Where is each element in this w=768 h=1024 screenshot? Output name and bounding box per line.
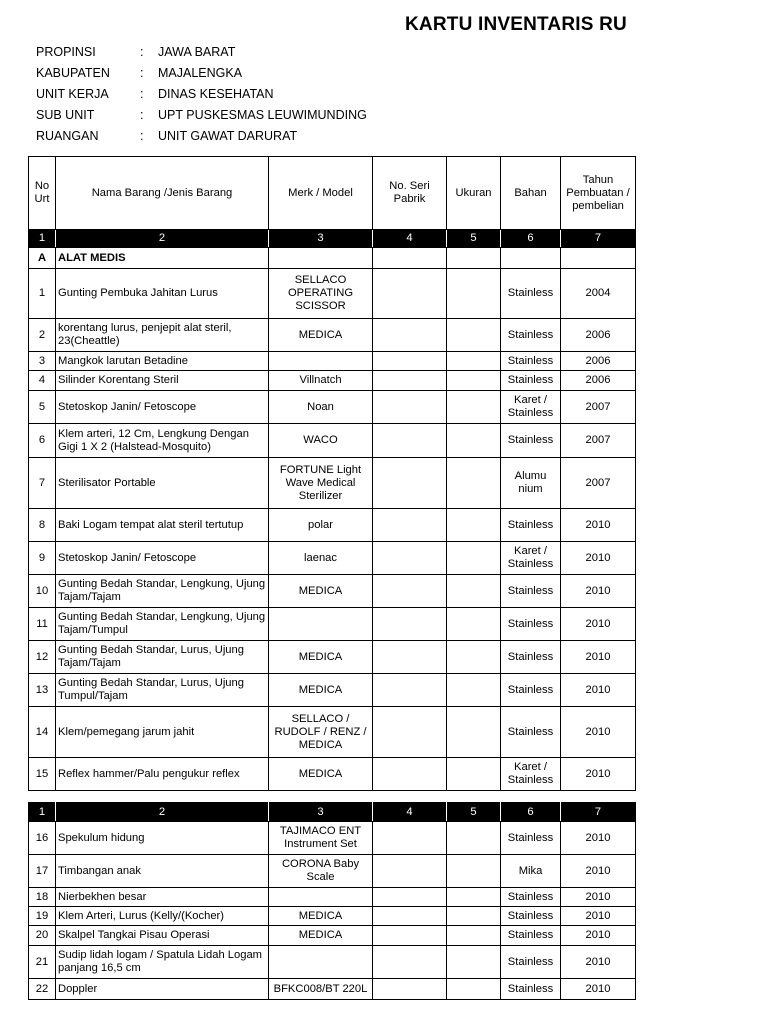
cell-nama: Doppler <box>56 979 269 1000</box>
cell-merk <box>269 352 373 371</box>
cell-tahun: 2010 <box>561 674 636 707</box>
header-seri: No. Seri Pabrik <box>373 157 447 230</box>
cell-nama: Gunting Bedah Standar, Lurus, Ujung Tumpul/Tajam <box>56 674 269 707</box>
table-row <box>29 946 636 979</box>
cell-nama: Gunting Bedah Standar, Lurus, Ujung Tajam/Tajam <box>56 641 269 674</box>
column-number: 7 <box>561 803 636 822</box>
cell-bahan: Stainless <box>501 424 561 458</box>
cell-tahun: 2010 <box>561 855 636 888</box>
cell-nama: Gunting Bedah Standar, Lengkung, Ujung Tajam/Tumpul <box>56 608 269 641</box>
cell-bahan: Mika <box>501 855 561 888</box>
cell-ukuran <box>447 458 501 509</box>
cell-bahan: Stainless <box>501 319 561 352</box>
header-merk: Merk / Model <box>269 157 373 230</box>
cell-seri <box>373 888 447 907</box>
cell-seri <box>373 641 447 674</box>
table-row <box>29 352 636 371</box>
cell-merk: MEDICA <box>269 758 373 791</box>
column-number: 1 <box>29 803 56 822</box>
cell-tahun: 2007 <box>561 458 636 509</box>
cell-merk: MEDICA <box>269 319 373 352</box>
table-row <box>29 674 636 707</box>
column-number: 5 <box>447 230 501 248</box>
column-number: 2 <box>56 803 269 822</box>
cell-merk: Villnatch <box>269 371 373 391</box>
cell-merk: TAJIMACO ENT Instrument Set <box>269 822 373 855</box>
cell-ukuran <box>447 926 501 946</box>
cell-bahan: Stainless <box>501 946 561 979</box>
cell-tahun: 2006 <box>561 352 636 371</box>
header-tahun: Tahun Pembuatan / pembelian <box>561 157 636 230</box>
cell-tahun: 2010 <box>561 542 636 575</box>
meta-value: DINAS KESEHATAN <box>158 87 274 101</box>
cell-seri <box>373 458 447 509</box>
cell-nama: Klem/pemegang jarum jahit <box>56 707 269 758</box>
cell-ukuran <box>447 979 501 1000</box>
cell-tahun: 2010 <box>561 575 636 608</box>
cell-seri <box>373 926 447 946</box>
section-row <box>29 248 636 269</box>
cell-nama: Baki Logam tempat alat steril tertutup <box>56 509 269 542</box>
inventory-table <box>28 156 636 791</box>
cell-merk: MEDICA <box>269 907 373 926</box>
cell-seri <box>373 946 447 979</box>
table-row <box>29 907 636 926</box>
cell-seri <box>373 758 447 791</box>
cell-merk: Noan <box>269 391 373 424</box>
cell-ukuran <box>447 319 501 352</box>
table-row <box>29 608 636 641</box>
cell-tahun: 2010 <box>561 926 636 946</box>
cell-tahun: 2010 <box>561 608 636 641</box>
table-row <box>29 575 636 608</box>
cell-no: 22 <box>29 979 56 1000</box>
cell-no: 6 <box>29 424 56 458</box>
cell-seri <box>373 608 447 641</box>
meta-value: JAWA BARAT <box>158 45 236 59</box>
cell-tahun: 2004 <box>561 269 636 319</box>
column-number: 4 <box>373 230 447 248</box>
cell-no: 3 <box>29 352 56 371</box>
column-number-row <box>29 803 636 822</box>
cell-bahan: Stainless <box>501 979 561 1000</box>
cell-bahan: Karet / Stainless <box>501 391 561 424</box>
cell-merk <box>269 608 373 641</box>
column-number-row <box>29 230 636 248</box>
cell-bahan: Stainless <box>501 641 561 674</box>
cell-bahan: Stainless <box>501 822 561 855</box>
cell-merk: SELLACO / RUDOLF / RENZ / MEDICA <box>269 707 373 758</box>
cell-merk: SELLACO OPERATING SCISSOR <box>269 269 373 319</box>
cell-seri <box>373 391 447 424</box>
cell-bahan: Stainless <box>501 674 561 707</box>
cell-bahan: Stainless <box>501 575 561 608</box>
table-row <box>29 319 636 352</box>
cell-nama: korentang lurus, penjepit alat steril, 23(Cheattle) <box>56 319 269 352</box>
cell-bahan: Stainless <box>501 888 561 907</box>
column-number: 7 <box>561 230 636 248</box>
cell-seri <box>373 371 447 391</box>
cell-ukuran <box>447 575 501 608</box>
cell-ukuran <box>447 822 501 855</box>
cell-bahan: Stainless <box>501 371 561 391</box>
cell-ukuran <box>447 269 501 319</box>
cell-bahan: Stainless <box>501 926 561 946</box>
cell-bahan: Karet / Stainless <box>501 542 561 575</box>
cell-merk: laenac <box>269 542 373 575</box>
cell-no: 16 <box>29 822 56 855</box>
cell-nama: Skalpel Tangkai Pisau Operasi <box>56 926 269 946</box>
cell-no: 9 <box>29 542 56 575</box>
table-row <box>29 822 636 855</box>
header-nama: Nama Barang /Jenis Barang <box>56 157 269 230</box>
cell-ukuran <box>447 888 501 907</box>
cell-ukuran <box>447 946 501 979</box>
cell-nama: Spekulum hidung <box>56 822 269 855</box>
column-number: 2 <box>56 230 269 248</box>
cell-no: 11 <box>29 608 56 641</box>
cell-tahun: 2010 <box>561 979 636 1000</box>
cell-merk: MEDICA <box>269 926 373 946</box>
meta-colon: : <box>140 108 144 122</box>
meta-colon: : <box>140 45 144 59</box>
page-title: KARTU INVENTARIS RU <box>405 14 627 35</box>
meta-label: UNIT KERJA <box>36 87 109 101</box>
cell-ukuran <box>447 707 501 758</box>
table-header-row <box>29 157 636 230</box>
cell-tahun: 2006 <box>561 371 636 391</box>
table-row <box>29 509 636 542</box>
table-row <box>29 888 636 907</box>
header-ukuran: Ukuran <box>447 157 501 230</box>
cell-ukuran <box>447 391 501 424</box>
cell-no: 5 <box>29 391 56 424</box>
cell-merk: polar <box>269 509 373 542</box>
cell-no: 4 <box>29 371 56 391</box>
cell-seri <box>373 509 447 542</box>
cell-nama: Gunting Bedah Standar, Lengkung, Ujung Tajam/Tajam <box>56 575 269 608</box>
meta-value: UPT PUSKESMAS LEUWIMUNDING <box>158 108 367 122</box>
table-row <box>29 707 636 758</box>
cell-tahun: 2010 <box>561 946 636 979</box>
cell-no: 8 <box>29 509 56 542</box>
cell-tahun: 2007 <box>561 391 636 424</box>
cell-seri <box>373 907 447 926</box>
cell-bahan: Stainless <box>501 608 561 641</box>
cell-bahan: Stainless <box>501 509 561 542</box>
column-number: 1 <box>29 230 56 248</box>
cell-ukuran <box>447 674 501 707</box>
cell-seri <box>373 979 447 1000</box>
cell-no: 2 <box>29 319 56 352</box>
cell-seri <box>373 822 447 855</box>
cell-bahan: Stainless <box>501 707 561 758</box>
table-row <box>29 926 636 946</box>
cell-seri <box>373 269 447 319</box>
cell-no: 20 <box>29 926 56 946</box>
cell-merk: MEDICA <box>269 575 373 608</box>
cell-merk: MEDICA <box>269 641 373 674</box>
cell-ukuran <box>447 352 501 371</box>
meta-label: PROPINSI <box>36 45 96 59</box>
column-number: 4 <box>373 803 447 822</box>
meta-label: KABUPATEN <box>36 66 110 80</box>
meta-colon: : <box>140 87 144 101</box>
cell-ukuran <box>447 855 501 888</box>
cell-merk: WACO <box>269 424 373 458</box>
header-no: No Urt <box>29 157 56 230</box>
cell-tahun: 2010 <box>561 641 636 674</box>
cell-ukuran <box>447 424 501 458</box>
cell-bahan: Karet / Stainless <box>501 758 561 791</box>
cell-no: 7 <box>29 458 56 509</box>
meta-value: MAJALENGKA <box>158 66 243 80</box>
meta-colon: : <box>140 66 144 80</box>
column-number: 3 <box>269 803 373 822</box>
cell-tahun: 2010 <box>561 707 636 758</box>
cell-no: 21 <box>29 946 56 979</box>
cell-seri <box>373 707 447 758</box>
column-number: 6 <box>501 230 561 248</box>
cell-nama: Stetoskop Janin/ Fetoscope <box>56 542 269 575</box>
cell-nama: Klem Arteri, Lurus (Kelly/(Kocher) <box>56 907 269 926</box>
cell-no: 18 <box>29 888 56 907</box>
cell-tahun: 2010 <box>561 509 636 542</box>
header-bahan: Bahan <box>501 157 561 230</box>
table-row <box>29 391 636 424</box>
cell-ukuran <box>447 608 501 641</box>
cell-ukuran <box>447 371 501 391</box>
cell-seri <box>373 319 447 352</box>
section-label: ALAT MEDIS <box>56 248 269 269</box>
cell-tahun: 2007 <box>561 424 636 458</box>
cell-seri <box>373 424 447 458</box>
cell-seri <box>373 855 447 888</box>
section-code: A <box>29 248 56 269</box>
cell-no: 14 <box>29 707 56 758</box>
cell-seri <box>373 575 447 608</box>
cell-seri <box>373 352 447 371</box>
cell-tahun: 2010 <box>561 907 636 926</box>
table-row <box>29 979 636 1000</box>
cell-merk: FORTUNE Light Wave Medical Sterilizer <box>269 458 373 509</box>
cell-nama: Timbangan anak <box>56 855 269 888</box>
cell-merk <box>269 888 373 907</box>
cell-no: 15 <box>29 758 56 791</box>
cell-nama: Gunting Pembuka Jahitan Lurus <box>56 269 269 319</box>
inventory-table-continued <box>28 802 636 1000</box>
cell-ukuran <box>447 509 501 542</box>
cell-ukuran <box>447 907 501 926</box>
table-row <box>29 542 636 575</box>
cell-nama: Klem arteri, 12 Cm, Lengkung Dengan Gigi 1 X 2 (Halstead-Mosquito) <box>56 424 269 458</box>
cell-merk <box>269 946 373 979</box>
table-row <box>29 424 636 458</box>
cell-tahun: 2010 <box>561 888 636 907</box>
cell-seri <box>373 542 447 575</box>
column-number: 3 <box>269 230 373 248</box>
table-row <box>29 758 636 791</box>
cell-nama: Reflex hammer/Palu pengukur reflex <box>56 758 269 791</box>
cell-no: 1 <box>29 269 56 319</box>
table-row <box>29 641 636 674</box>
cell-bahan: Stainless <box>501 352 561 371</box>
meta-label: RUANGAN <box>36 129 99 143</box>
column-number: 6 <box>501 803 561 822</box>
cell-seri <box>373 674 447 707</box>
meta-label: SUB UNIT <box>36 108 95 122</box>
column-number: 5 <box>447 803 501 822</box>
cell-bahan: Stainless <box>501 907 561 926</box>
cell-merk: MEDICA <box>269 674 373 707</box>
cell-nama: Mangkok larutan Betadine <box>56 352 269 371</box>
table-row <box>29 371 636 391</box>
cell-nama: Nierbekhen besar <box>56 888 269 907</box>
cell-bahan: Stainless <box>501 269 561 319</box>
cell-merk: BFKC008/BT 220L <box>269 979 373 1000</box>
cell-no: 10 <box>29 575 56 608</box>
cell-nama: Silinder Korentang Steril <box>56 371 269 391</box>
meta-colon: : <box>140 129 144 143</box>
cell-no: 19 <box>29 907 56 926</box>
cell-nama: Stetoskop Janin/ Fetoscope <box>56 391 269 424</box>
cell-merk: CORONA Baby Scale <box>269 855 373 888</box>
cell-tahun: 2006 <box>561 319 636 352</box>
table-row <box>29 269 636 319</box>
cell-ukuran <box>447 758 501 791</box>
table-row <box>29 458 636 509</box>
cell-nama: Sterilisator Portable <box>56 458 269 509</box>
cell-ukuran <box>447 641 501 674</box>
meta-value: UNIT GAWAT DARURAT <box>158 129 298 143</box>
cell-no: 13 <box>29 674 56 707</box>
cell-nama: Sudip lidah logam / Spatula Lidah Logam panjang 16,5 cm <box>56 946 269 979</box>
cell-no: 12 <box>29 641 56 674</box>
cell-tahun: 2010 <box>561 758 636 791</box>
cell-bahan: Alumu nium <box>501 458 561 509</box>
cell-no: 17 <box>29 855 56 888</box>
table-row <box>29 855 636 888</box>
cell-tahun: 2010 <box>561 822 636 855</box>
cell-ukuran <box>447 542 501 575</box>
